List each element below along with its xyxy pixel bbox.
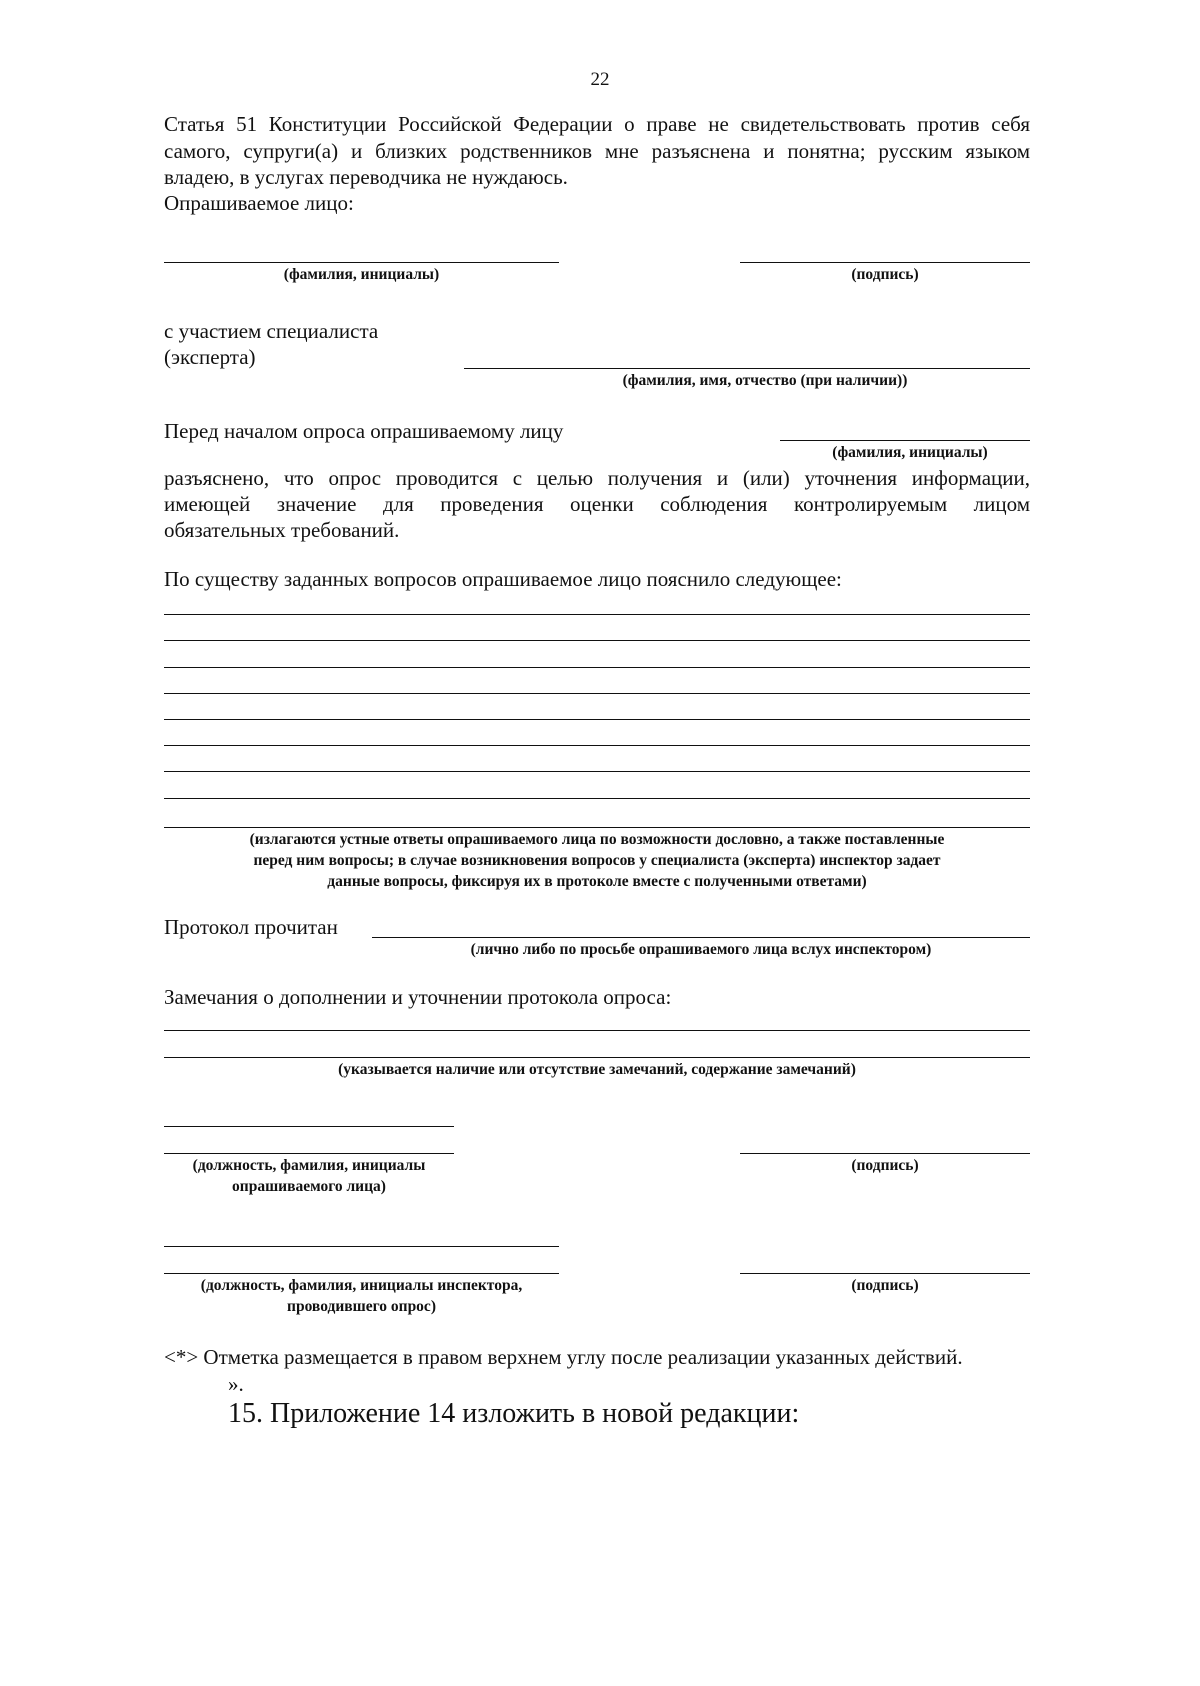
specialist-line-2: (эксперта): [164, 345, 256, 369]
caption-respondent-position-2: опрашиваемого лица): [232, 1178, 386, 1195]
page-number: 22: [590, 69, 610, 90]
answer-line-6: [164, 745, 1030, 746]
caption-answers-1: (излагаются устные ответы опрашиваемого лица по возможности дословно, а также поставленные: [249, 831, 945, 848]
caption-signature-3: (подпись): [851, 1277, 919, 1294]
respondent-name-line: [164, 262, 559, 263]
specialist-name-line: [464, 368, 1030, 369]
item-15-heading: 15. Приложение 14 изложить в новой редакции:: [228, 1398, 800, 1429]
answer-line-3: [164, 667, 1030, 668]
inspector-signature-line: [740, 1273, 1030, 1274]
footnote: <*> Отметка размещается в правом верхнем углу после реализации указанных действий.: [164, 1345, 963, 1369]
caption-respondent-position-1: (должность, фамилия, инициалы: [192, 1157, 426, 1174]
intro-line-2: самого, супруги(а) и близких родственников мне разъяснена и понятна; русским языком: [164, 139, 1030, 163]
answer-line-4: [164, 693, 1030, 694]
respondent-signature-line-2: [740, 1153, 1030, 1154]
caption-signature-2: (подпись): [851, 1157, 919, 1174]
specialist-line-1: с участием специалиста: [164, 319, 379, 343]
before-survey-line-1: разъяснено, что опрос проводится с целью получения и (или) уточнения информации,: [164, 466, 1030, 490]
answer-line-2: [164, 640, 1030, 641]
respondent-position-line-1: [164, 1126, 454, 1127]
closing-quote: ».: [228, 1372, 244, 1396]
respondent-signature-line: [740, 262, 1030, 263]
intro-line-3: владею, в услугах переводчика не нуждаюсь.: [164, 165, 568, 189]
inspector-position-line-1: [164, 1246, 559, 1247]
caption-inspector-position-1: (должность, фамилия, инициалы инспектора,: [200, 1277, 523, 1294]
remarks-line-1: [164, 1030, 1030, 1031]
caption-full-name: (фамилия, имя, отчество (при наличии)): [622, 372, 908, 389]
caption-read-by: (лично либо по просьбе опрашиваемого лица вслух инспектором): [470, 941, 932, 958]
before-survey-line-3: обязательных требований.: [164, 518, 400, 542]
before-survey-label: Перед началом опроса опрашиваемому лицу: [164, 419, 564, 443]
respondent-label: Опрашиваемое лицо:: [164, 191, 354, 215]
remarks-label: Замечания о дополнении и уточнении протокола опроса:: [164, 985, 672, 1009]
essence-label: По существу заданных вопросов опрашиваемое лицо пояснило следующее:: [164, 567, 842, 591]
intro-line-1: Статья 51 Конституции Российской Федерации о праве не свидетельствовать против себя: [164, 112, 1030, 136]
caption-surname-initials-2: (фамилия, инициалы): [832, 444, 988, 461]
caption-inspector-position-2: проводившего опрос): [287, 1298, 436, 1315]
before-survey-line-2: имеющей значение для проведения оценки соблюдения контролируемым лицом: [164, 492, 1030, 516]
remarks-line-2: [164, 1057, 1030, 1058]
caption-remarks: (указывается наличие или отсутствие замечаний, содержание замечаний): [338, 1061, 856, 1078]
answer-line-7: [164, 771, 1030, 772]
before-survey-name-line: [780, 440, 1030, 441]
inspector-position-line-2: [164, 1273, 559, 1274]
answer-line-1: [164, 614, 1030, 615]
caption-surname-initials: (фамилия, инициалы): [283, 266, 440, 283]
answer-line-9: [164, 827, 1030, 828]
caption-answers-2: перед ним вопросы; в случае возникновения вопросов у специалиста (эксперта) инспектор задает: [253, 852, 941, 869]
protocol-read-line: [372, 937, 1030, 938]
answer-line-5: [164, 719, 1030, 720]
caption-answers-3: данные вопросы, фиксируя их в протоколе вместе с полученными ответами): [327, 873, 867, 890]
answer-line-8: [164, 798, 1030, 799]
caption-signature: (подпись): [851, 266, 919, 283]
protocol-read-label: Протокол прочитан: [164, 915, 338, 939]
respondent-position-line-2: [164, 1153, 454, 1154]
